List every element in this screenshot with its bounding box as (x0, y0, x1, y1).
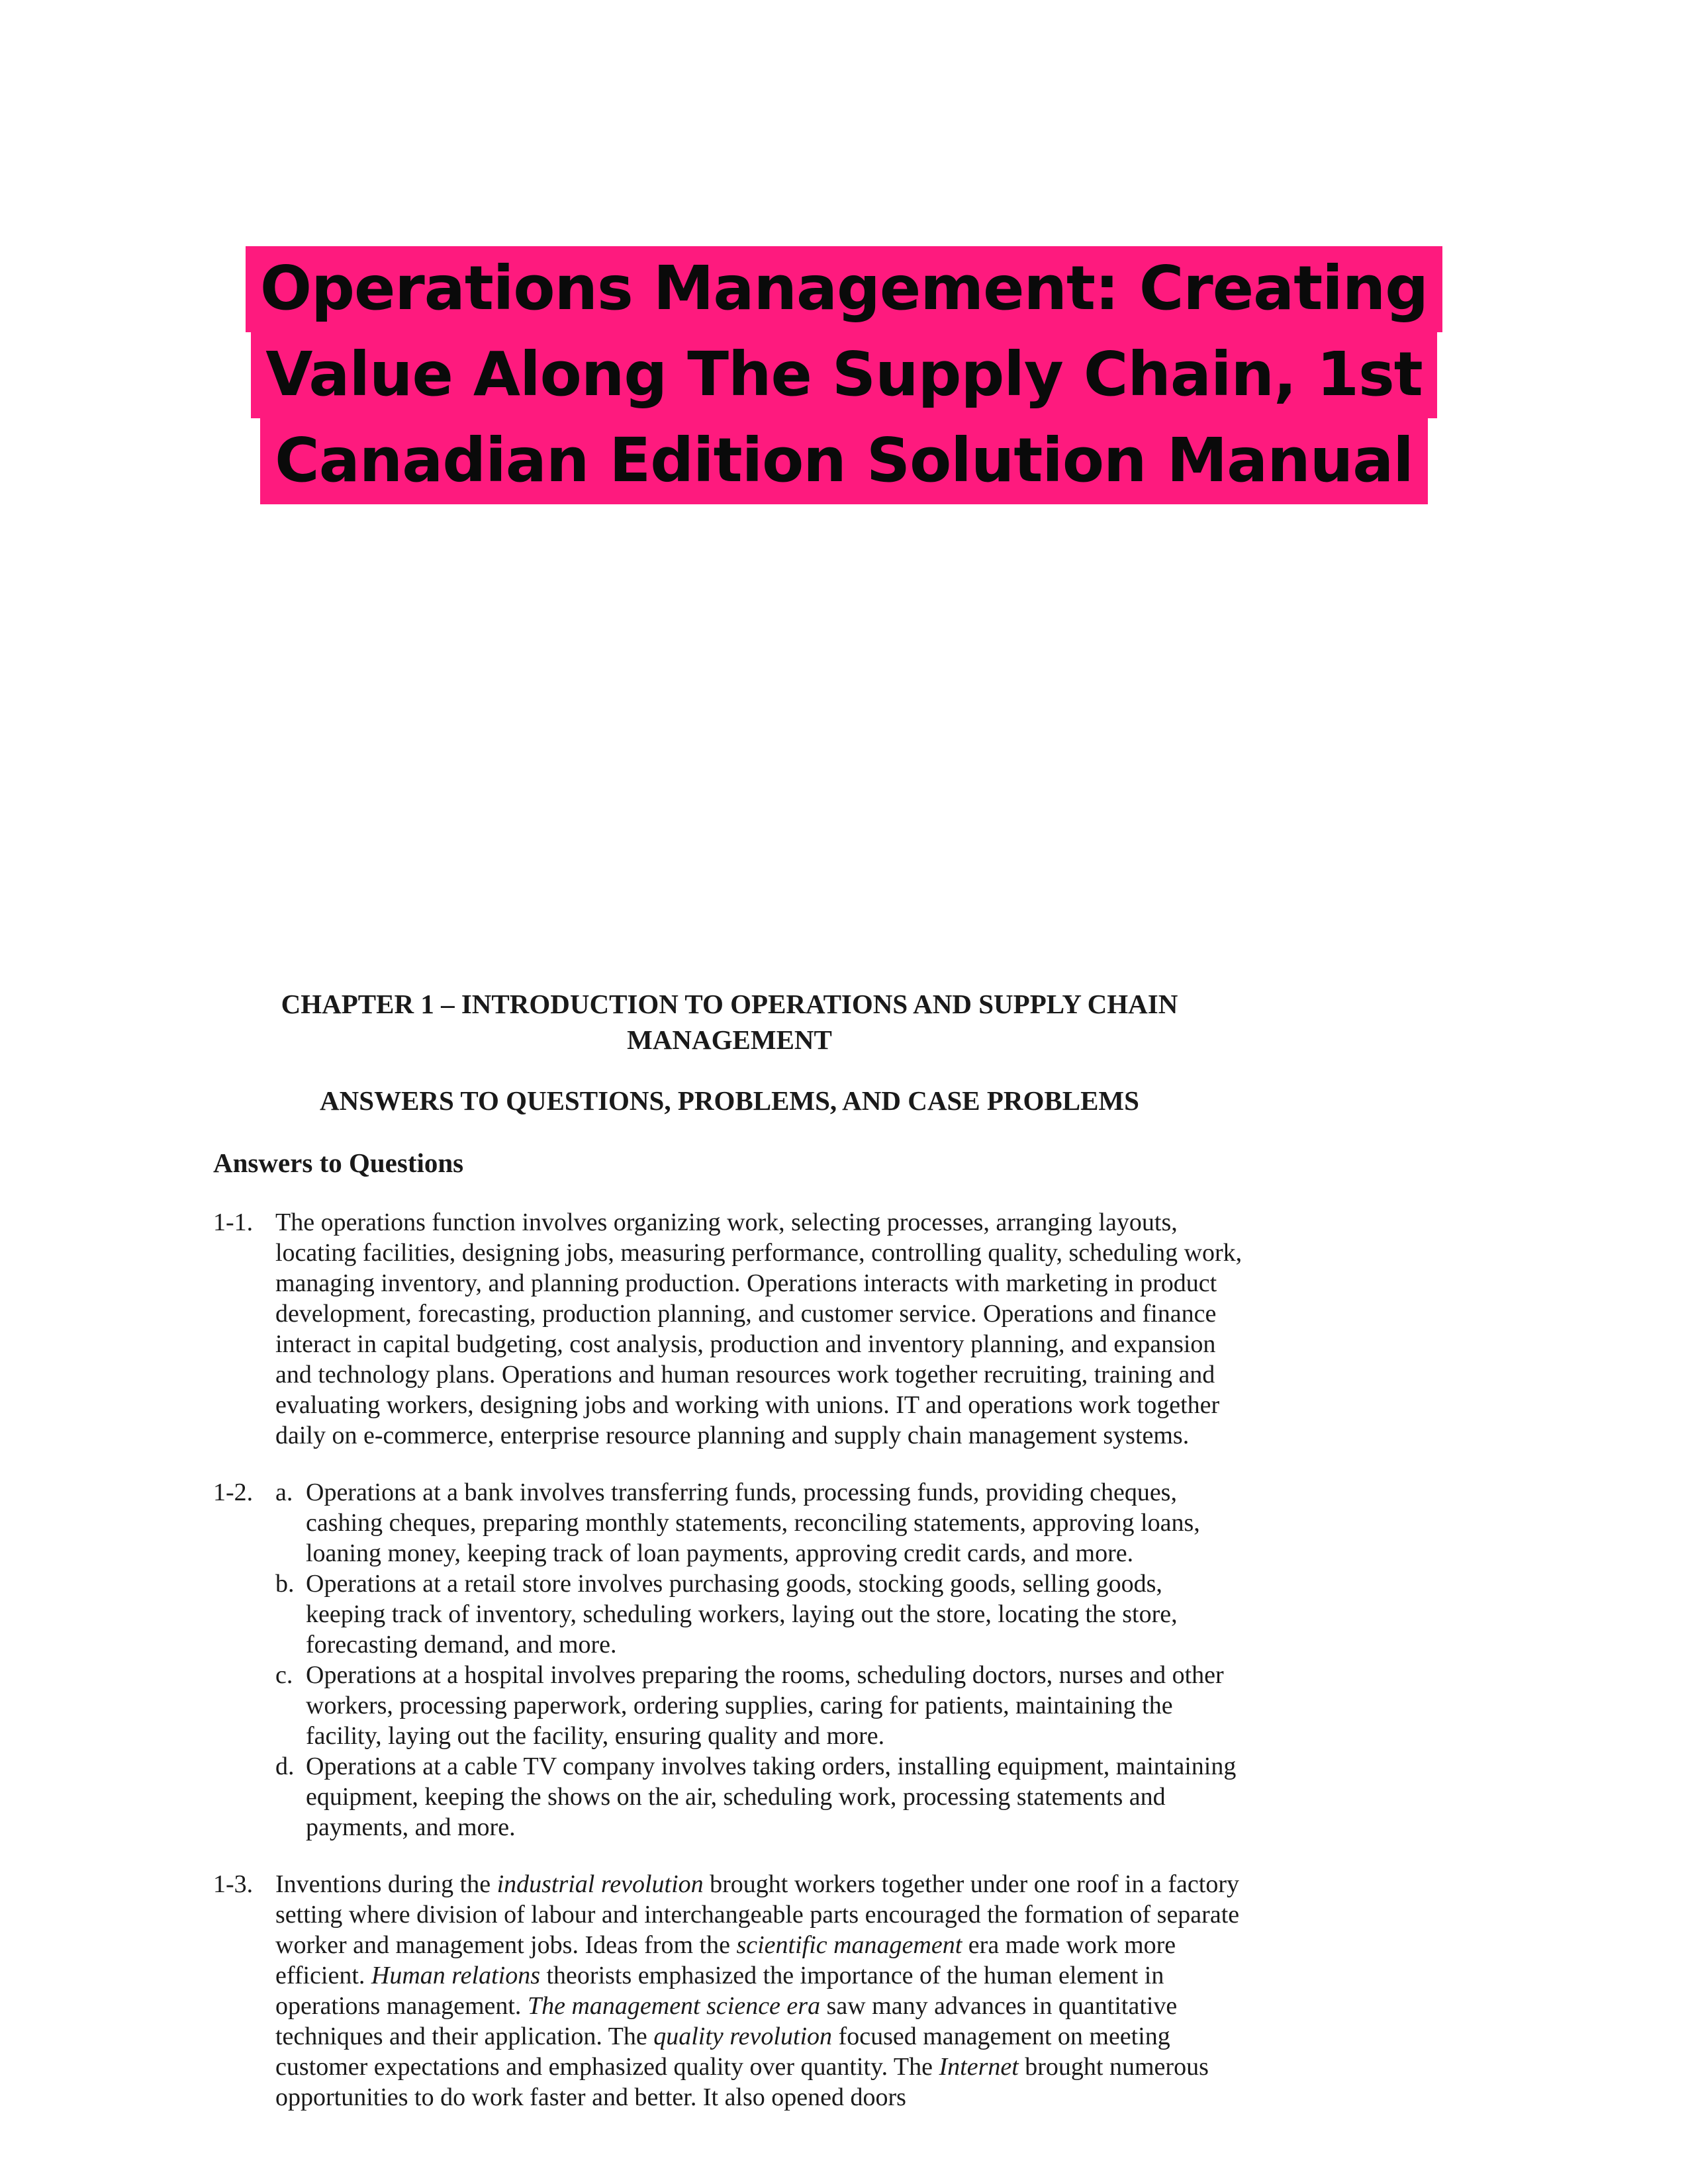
answer-1-2 (213, 1477, 1246, 1843)
text-run: focused management on meeting customer expectations and emphasized quality over quantity. The (275, 2023, 1170, 2081)
text-run: theorists emphasized the importance of the human element in operations management. (275, 1962, 1164, 2020)
document-body (213, 986, 1246, 2113)
italic-term: Internet (939, 2053, 1019, 2081)
text-run: brought workers together under one roof in a factory setting where division of labour and interchangeable parts encouraged the formation of separate worker and management jobs. Ideas from the (275, 1870, 1240, 1959)
item-text: Operations at a cable TV company involves taking orders, installing equipment, maintaining equipment, keeping the shows on the air, scheduling work, processing statements and payments, and more. (306, 1752, 1237, 1841)
chapter-heading-line-1: CHAPTER 1 – INTRODUCTION TO OPERATIONS AND SUPPLY CHAIN (281, 989, 1178, 1019)
italic-term: quality revolution (653, 2023, 833, 2050)
italic-term: industrial revolution (496, 1870, 704, 1898)
chapter-heading (213, 986, 1246, 1058)
answer-text (275, 1869, 1246, 2113)
text-run: Inventions during the (275, 1870, 497, 1898)
answer-number: 1-3. (213, 1870, 254, 1898)
title-line-3: Canadian Edition Solution Manual (260, 418, 1428, 504)
answer-item-a (275, 1477, 1246, 1569)
text-run: era made work more efficient. (275, 1931, 1176, 1989)
italic-term: Human relations (371, 1962, 540, 1989)
title-banner (0, 246, 1688, 504)
text-run: saw many advances in quantitative techniques and their application. The (275, 1992, 1178, 2050)
item-letter: d. (275, 1752, 295, 1780)
answer-item-b (275, 1569, 1246, 1660)
item-letter: c. (275, 1661, 293, 1689)
italic-term: scientific management (736, 1931, 962, 1959)
item-text: Operations at a hospital involves preparing the rooms, scheduling doctors, nurses and other workers, processing paperwork, ordering supplies, caring for patients, maintaining the facility, laying out the facility, ensuring quality and more. (306, 1661, 1224, 1750)
title-line-2: Value Along The Supply Chain, 1st (251, 332, 1437, 418)
answers-heading: ANSWERS TO QUESTIONS, PROBLEMS, AND CASE PROBLEMS (320, 1085, 1139, 1116)
answer-item-c (275, 1660, 1246, 1751)
item-letter: b. (275, 1570, 295, 1598)
chapter-heading-line-2: MANAGEMENT (627, 1024, 832, 1055)
italic-term: The management science era (527, 1992, 821, 2020)
item-text: Operations at a bank involves transferring funds, processing funds, providing cheques, cashing cheques, preparing monthly statements, reconciling statements, approving loans, loaning money, keeping track of loan payments, approving credit cards, and more. (306, 1479, 1200, 1567)
section-heading: Answers to Questions (213, 1148, 464, 1178)
answer-number: 1-1. (213, 1208, 254, 1236)
answer-item-d (275, 1751, 1246, 1843)
answer-1-3 (213, 1869, 1246, 2113)
answer-1-1 (213, 1207, 1246, 1451)
item-letter: a. (275, 1479, 293, 1506)
answer-number: 1-2. (213, 1479, 254, 1506)
item-text: Operations at a retail store involves purchasing goods, stocking goods, selling goods, keeping track of inventory, scheduling workers, laying out the store, locating the store, forecasting demand, and more. (306, 1570, 1178, 1659)
title-line-1: Operations Management: Creating (246, 246, 1442, 332)
answer-text: The operations function involves organizing work, selecting processes, arranging layouts, locating facilities, designing jobs, measuring performance, controlling quality, scheduling work, managing inventory, and planning production. Operations interacts with marketing in product development, forecasting, production planning, and customer service. Operations and finance interact in capital budgeting, cost analysis, production and inventory planning, and expansion and technology plans. Operations and human resources work together recruiting, training and evaluating workers, designing jobs and working with unions. IT and operations work together daily on e-commerce, enterprise resource planning and supply chain management systems. (275, 1208, 1243, 1449)
text-run: brought numerous opportunities to do work faster and better. It also opened doors (275, 2053, 1209, 2111)
